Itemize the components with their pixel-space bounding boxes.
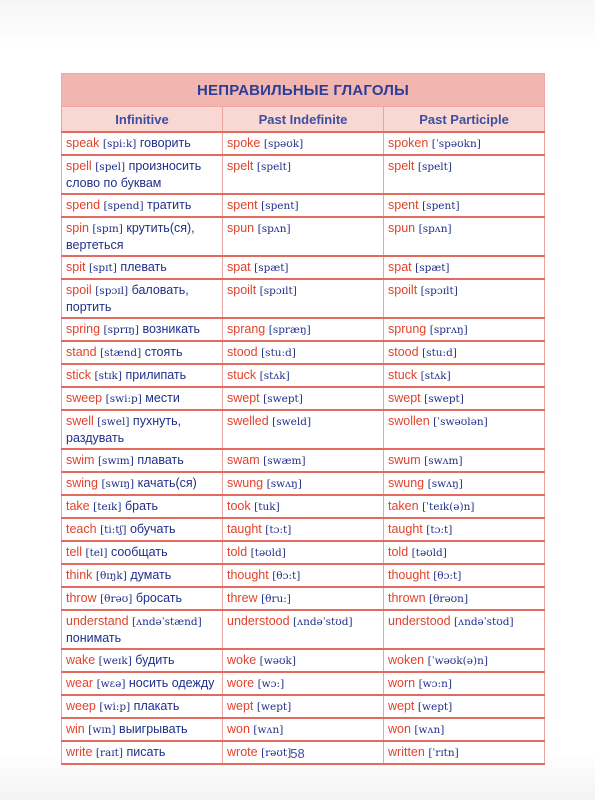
transcription: [spel] <box>95 161 126 173</box>
table-row <box>62 587 545 610</box>
table-row <box>62 718 545 741</box>
verb-infinitive: win <box>66 722 85 736</box>
past-participle-cell <box>384 194 545 217</box>
past-participle-cell <box>384 387 545 410</box>
verb-participle: swum <box>388 453 421 467</box>
verb-infinitive: spell <box>66 159 92 173</box>
infinitive-cell <box>62 194 223 217</box>
verb-participle: stood <box>388 345 419 359</box>
transcription: [ˈswəʊlən] <box>433 416 488 428</box>
transcription: [stu:d] <box>422 347 457 359</box>
transcription: [spi:k] <box>102 138 137 150</box>
verb-infinitive: write <box>66 745 93 759</box>
past-participle-cell <box>384 217 545 256</box>
verb-participle: worn <box>388 676 416 690</box>
verb-past: threw <box>227 591 258 605</box>
transcription: [spræŋ] <box>268 324 311 336</box>
infinitive-cell <box>62 410 223 449</box>
table-row <box>62 449 545 472</box>
transcription: [swept] <box>263 393 303 405</box>
transcription: [spʌn] <box>418 223 452 235</box>
transcription: [swept] <box>424 393 464 405</box>
table-row <box>62 194 545 217</box>
transcription: [swɪm] <box>97 455 134 467</box>
past-participle-cell <box>384 518 545 541</box>
verb-participle: stuck <box>388 368 418 382</box>
verb-infinitive: wear <box>66 676 94 690</box>
infinitive-cell <box>62 587 223 610</box>
verb-past: wrote <box>227 745 258 759</box>
verb-infinitive: sweep <box>66 391 103 405</box>
verb-participle: written <box>388 745 425 759</box>
past-indefinite-cell <box>223 132 384 155</box>
past-indefinite-cell <box>223 695 384 718</box>
verb-past: sprang <box>227 322 266 336</box>
past-participle-cell <box>384 318 545 341</box>
transcription: [stu:d] <box>261 347 296 359</box>
verb-participle: sprung <box>388 322 427 336</box>
transcription: [swʌŋ] <box>427 478 463 490</box>
table-title: НЕПРАВИЛЬНЫЕ ГЛАГОЛЫ <box>62 74 545 107</box>
transcription: [wept] <box>417 701 453 713</box>
table-row <box>62 217 545 256</box>
infinitive-cell <box>62 364 223 387</box>
verb-past: spoke <box>227 136 261 150</box>
verb-infinitive: spin <box>66 221 89 235</box>
translation: мести <box>145 391 180 405</box>
transcription: [ˈspəʊkn] <box>431 138 481 150</box>
translation: плевать <box>120 260 167 274</box>
verb-past: swelled <box>227 414 269 428</box>
table-row <box>62 649 545 672</box>
verb-infinitive: think <box>66 568 93 582</box>
verb-participle: told <box>388 545 409 559</box>
translation: стоять <box>144 345 183 359</box>
table-row <box>62 495 545 518</box>
transcription: [θɔ:t] <box>272 570 301 582</box>
header-past-participle: Past Participle <box>384 107 545 133</box>
past-participle-cell <box>384 155 545 194</box>
transcription: [stʌk] <box>420 370 451 382</box>
translation: будить <box>135 653 175 667</box>
table-row <box>62 341 545 364</box>
table-row <box>62 387 545 410</box>
verb-participle: taught <box>388 522 423 536</box>
transcription: [ʌndəˈstænd] <box>132 616 202 628</box>
past-participle-cell <box>384 132 545 155</box>
verb-past: understood <box>227 614 290 628</box>
infinitive-cell <box>62 132 223 155</box>
past-indefinite-cell <box>223 518 384 541</box>
infinitive-cell <box>62 256 223 279</box>
past-participle-cell <box>384 495 545 518</box>
table-row <box>62 672 545 695</box>
table-row <box>62 695 545 718</box>
translation: носить одежду <box>128 676 215 690</box>
translation: произносить слово по буквам <box>66 159 202 190</box>
transcription: [təʊld] <box>250 547 286 559</box>
transcription: [sprʌŋ] <box>429 324 468 336</box>
verb-infinitive: weep <box>66 699 96 713</box>
transcription: [spɔɪlt] <box>420 285 458 297</box>
transcription: [wɛə] <box>96 678 126 690</box>
past-participle-cell <box>384 256 545 279</box>
verb-participle: taken <box>388 499 419 513</box>
infinitive-cell <box>62 518 223 541</box>
translation: плакать <box>133 699 180 713</box>
translation: тратить <box>147 198 192 212</box>
transcription: [weɪk] <box>98 655 132 667</box>
transcription: [tuk] <box>254 501 280 513</box>
table-row <box>62 610 545 649</box>
translation: брать <box>124 499 158 513</box>
verb-infinitive: take <box>66 499 90 513</box>
verb-past: spat <box>227 260 251 274</box>
past-participle-cell <box>384 341 545 364</box>
transcription: [spæt] <box>254 262 289 274</box>
past-indefinite-cell <box>223 341 384 364</box>
past-indefinite-cell <box>223 279 384 318</box>
transcription: [ˈrɪtn] <box>428 747 459 759</box>
past-participle-cell <box>384 587 545 610</box>
transcription: [spɔɪl] <box>95 285 129 297</box>
translation: пухнуть, раздувать <box>66 414 182 445</box>
verb-past: took <box>227 499 251 513</box>
verb-infinitive: stand <box>66 345 97 359</box>
past-participle-cell <box>384 279 545 318</box>
transcription: [ˈteɪk(ə)n] <box>422 501 475 513</box>
table-row <box>62 132 545 155</box>
verb-past: spent <box>227 198 258 212</box>
past-indefinite-cell <box>223 155 384 194</box>
past-participle-cell <box>384 364 545 387</box>
past-indefinite-cell <box>223 564 384 587</box>
verb-participle: spat <box>388 260 412 274</box>
past-participle-cell <box>384 695 545 718</box>
infinitive-cell <box>62 472 223 495</box>
verb-past: wept <box>227 699 254 713</box>
transcription: [spɪt] <box>88 262 117 274</box>
verb-infinitive: swell <box>66 414 94 428</box>
transcription: [θrəʊ] <box>100 593 133 605</box>
infinitive-cell <box>62 155 223 194</box>
verb-infinitive: swim <box>66 453 95 467</box>
infinitive-cell <box>62 564 223 587</box>
past-indefinite-cell <box>223 587 384 610</box>
verb-infinitive: speak <box>66 136 100 150</box>
past-indefinite-cell <box>223 194 384 217</box>
translation: сообщать <box>110 545 168 559</box>
infinitive-cell <box>62 449 223 472</box>
translation: понимать <box>66 631 122 645</box>
transcription: [təʊld] <box>411 547 447 559</box>
transcription: [spent] <box>261 200 299 212</box>
infinitive-cell <box>62 718 223 741</box>
transcription: [stʌk] <box>259 370 290 382</box>
transcription: [ˈwəʊk(ə)n] <box>427 655 488 667</box>
verb-past: told <box>227 545 248 559</box>
verb-participle: understood <box>388 614 451 628</box>
transcription: [θru:] <box>261 593 291 605</box>
table-row <box>62 518 545 541</box>
infinitive-cell <box>62 279 223 318</box>
table-row <box>62 318 545 341</box>
transcription: [wɔ:n] <box>418 678 452 690</box>
translation: баловать, портить <box>66 283 189 314</box>
transcription: [teɪk] <box>93 501 122 513</box>
header-infinitive: Infinitive <box>62 107 223 133</box>
verb-past: won <box>227 722 250 736</box>
past-indefinite-cell <box>223 387 384 410</box>
verb-past: spoilt <box>227 283 257 297</box>
transcription: [sprɪŋ] <box>103 324 139 336</box>
table-row <box>62 364 545 387</box>
transcription: [wʌn] <box>414 724 445 736</box>
infinitive-cell <box>62 495 223 518</box>
transcription: [raɪt] <box>95 747 123 759</box>
table-row <box>62 541 545 564</box>
table-body <box>62 132 545 764</box>
transcription: [wʌn] <box>253 724 284 736</box>
transcription: [spʌn] <box>257 223 291 235</box>
past-indefinite-cell <box>223 649 384 672</box>
transcription: [sweld] <box>272 416 312 428</box>
past-participle-cell <box>384 672 545 695</box>
table-row <box>62 410 545 449</box>
verb-infinitive: swing <box>66 476 98 490</box>
transcription: [stɪk] <box>94 370 123 382</box>
infinitive-cell <box>62 610 223 649</box>
past-indefinite-cell <box>223 410 384 449</box>
transcription: [tɔ:t] <box>265 524 292 536</box>
verb-past: taught <box>227 522 262 536</box>
infinitive-cell <box>62 318 223 341</box>
verb-participle: spent <box>388 198 419 212</box>
verb-past: spun <box>227 221 255 235</box>
past-participle-cell <box>384 718 545 741</box>
transcription: [θɪŋk] <box>95 570 127 582</box>
transcription: [θrəʊn] <box>429 593 469 605</box>
past-participle-cell <box>384 410 545 449</box>
past-indefinite-cell <box>223 256 384 279</box>
translation: писать <box>126 745 166 759</box>
transcription: [wɪn] <box>88 724 116 736</box>
past-indefinite-cell <box>223 610 384 649</box>
transcription: [swʌm] <box>424 455 463 467</box>
transcription: [swɪŋ] <box>101 478 135 490</box>
verb-infinitive: spring <box>66 322 101 336</box>
verb-participle: spelt <box>388 159 415 173</box>
table-row <box>62 472 545 495</box>
verb-past: stood <box>227 345 258 359</box>
transcription: [wəʊk] <box>259 655 296 667</box>
verb-infinitive: spoil <box>66 283 92 297</box>
transcription: [ʌndəˈstʊd] <box>454 616 514 628</box>
page-number: 58 <box>290 746 305 761</box>
transcription: [spelt] <box>256 161 291 173</box>
past-indefinite-cell <box>223 541 384 564</box>
translation: качать(ся) <box>137 476 197 490</box>
infinitive-cell <box>62 541 223 564</box>
verb-participle: swept <box>388 391 421 405</box>
past-indefinite-cell <box>223 318 384 341</box>
verb-past: thought <box>227 568 269 582</box>
transcription: [spelt] <box>417 161 452 173</box>
verb-past: wore <box>227 676 255 690</box>
verb-participle: won <box>388 722 411 736</box>
past-indefinite-cell <box>223 672 384 695</box>
verb-participle: spun <box>388 221 416 235</box>
translation: плавать <box>137 453 184 467</box>
translation: выигрывать <box>119 722 188 736</box>
transcription: [wept] <box>256 701 292 713</box>
past-participle-cell <box>384 610 545 649</box>
table-row <box>62 564 545 587</box>
past-participle-cell <box>384 472 545 495</box>
verb-infinitive: tell <box>66 545 82 559</box>
transcription: [tel] <box>85 547 108 559</box>
table-row <box>62 155 545 194</box>
verb-past: woke <box>227 653 257 667</box>
transcription: [spəʊk] <box>263 138 304 150</box>
verb-participle: thrown <box>388 591 426 605</box>
irregular-verbs-table <box>61 73 545 765</box>
translation: думать <box>130 568 172 582</box>
verb-past: swept <box>227 391 260 405</box>
transcription: [stænd] <box>100 347 142 359</box>
transcription: [swæm] <box>263 455 306 467</box>
translation: бросать <box>135 591 183 605</box>
transcription: [rəʊt] <box>261 747 292 759</box>
verb-infinitive: teach <box>66 522 97 536</box>
header-past-indefinite: Past Indefinite <box>223 107 384 133</box>
infinitive-cell <box>62 695 223 718</box>
verb-past: stuck <box>227 368 257 382</box>
past-participle-cell <box>384 541 545 564</box>
translation: возникать <box>142 322 201 336</box>
transcription: [spɔɪlt] <box>259 285 297 297</box>
past-indefinite-cell <box>223 495 384 518</box>
transcription: [spæt] <box>415 262 450 274</box>
transcription: [spent] <box>422 200 460 212</box>
past-participle-cell <box>384 564 545 587</box>
infinitive-cell <box>62 649 223 672</box>
table-row <box>62 279 545 318</box>
infinitive-cell <box>62 341 223 364</box>
past-indefinite-cell <box>223 449 384 472</box>
verb-participle: swung <box>388 476 425 490</box>
verb-infinitive: understand <box>66 614 129 628</box>
table-row <box>62 256 545 279</box>
past-participle-cell <box>384 649 545 672</box>
transcription: [spɪn] <box>92 223 123 235</box>
verb-participle: woken <box>388 653 425 667</box>
transcription: [wi:p] <box>99 701 131 713</box>
verb-infinitive: throw <box>66 591 97 605</box>
verb-past: swung <box>227 476 264 490</box>
infinitive-cell <box>62 672 223 695</box>
infinitive-cell <box>62 387 223 410</box>
infinitive-cell <box>62 217 223 256</box>
verb-infinitive: wake <box>66 653 96 667</box>
verb-past: swam <box>227 453 260 467</box>
past-indefinite-cell <box>223 472 384 495</box>
past-indefinite-cell <box>223 364 384 387</box>
verb-participle: wept <box>388 699 415 713</box>
verb-participle: swollen <box>388 414 430 428</box>
translation: прилипать <box>125 368 187 382</box>
verb-participle: thought <box>388 568 430 582</box>
transcription: [swʌŋ] <box>266 478 302 490</box>
past-participle-cell <box>384 449 545 472</box>
transcription: [ti:tʃ] <box>100 524 127 536</box>
past-indefinite-cell <box>223 718 384 741</box>
past-indefinite-cell <box>223 217 384 256</box>
verb-past: spelt <box>227 159 254 173</box>
translation: обучать <box>129 522 176 536</box>
translation: говорить <box>139 136 191 150</box>
verb-infinitive: spit <box>66 260 86 274</box>
translation: крутить(ся), вертеться <box>66 221 195 252</box>
verb-infinitive: spend <box>66 198 101 212</box>
verb-participle: spoken <box>388 136 429 150</box>
transcription: [wɔ:] <box>257 678 285 690</box>
verb-participle: spoilt <box>388 283 418 297</box>
transcription: [θɔ:t] <box>433 570 462 582</box>
verb-infinitive: stick <box>66 368 91 382</box>
transcription: [ʌndəˈstʊd] <box>293 616 353 628</box>
transcription: [tɔ:t] <box>426 524 453 536</box>
transcription: [swel] <box>97 416 130 428</box>
transcription: [spend] <box>103 200 144 212</box>
transcription: [swi:p] <box>105 393 142 405</box>
